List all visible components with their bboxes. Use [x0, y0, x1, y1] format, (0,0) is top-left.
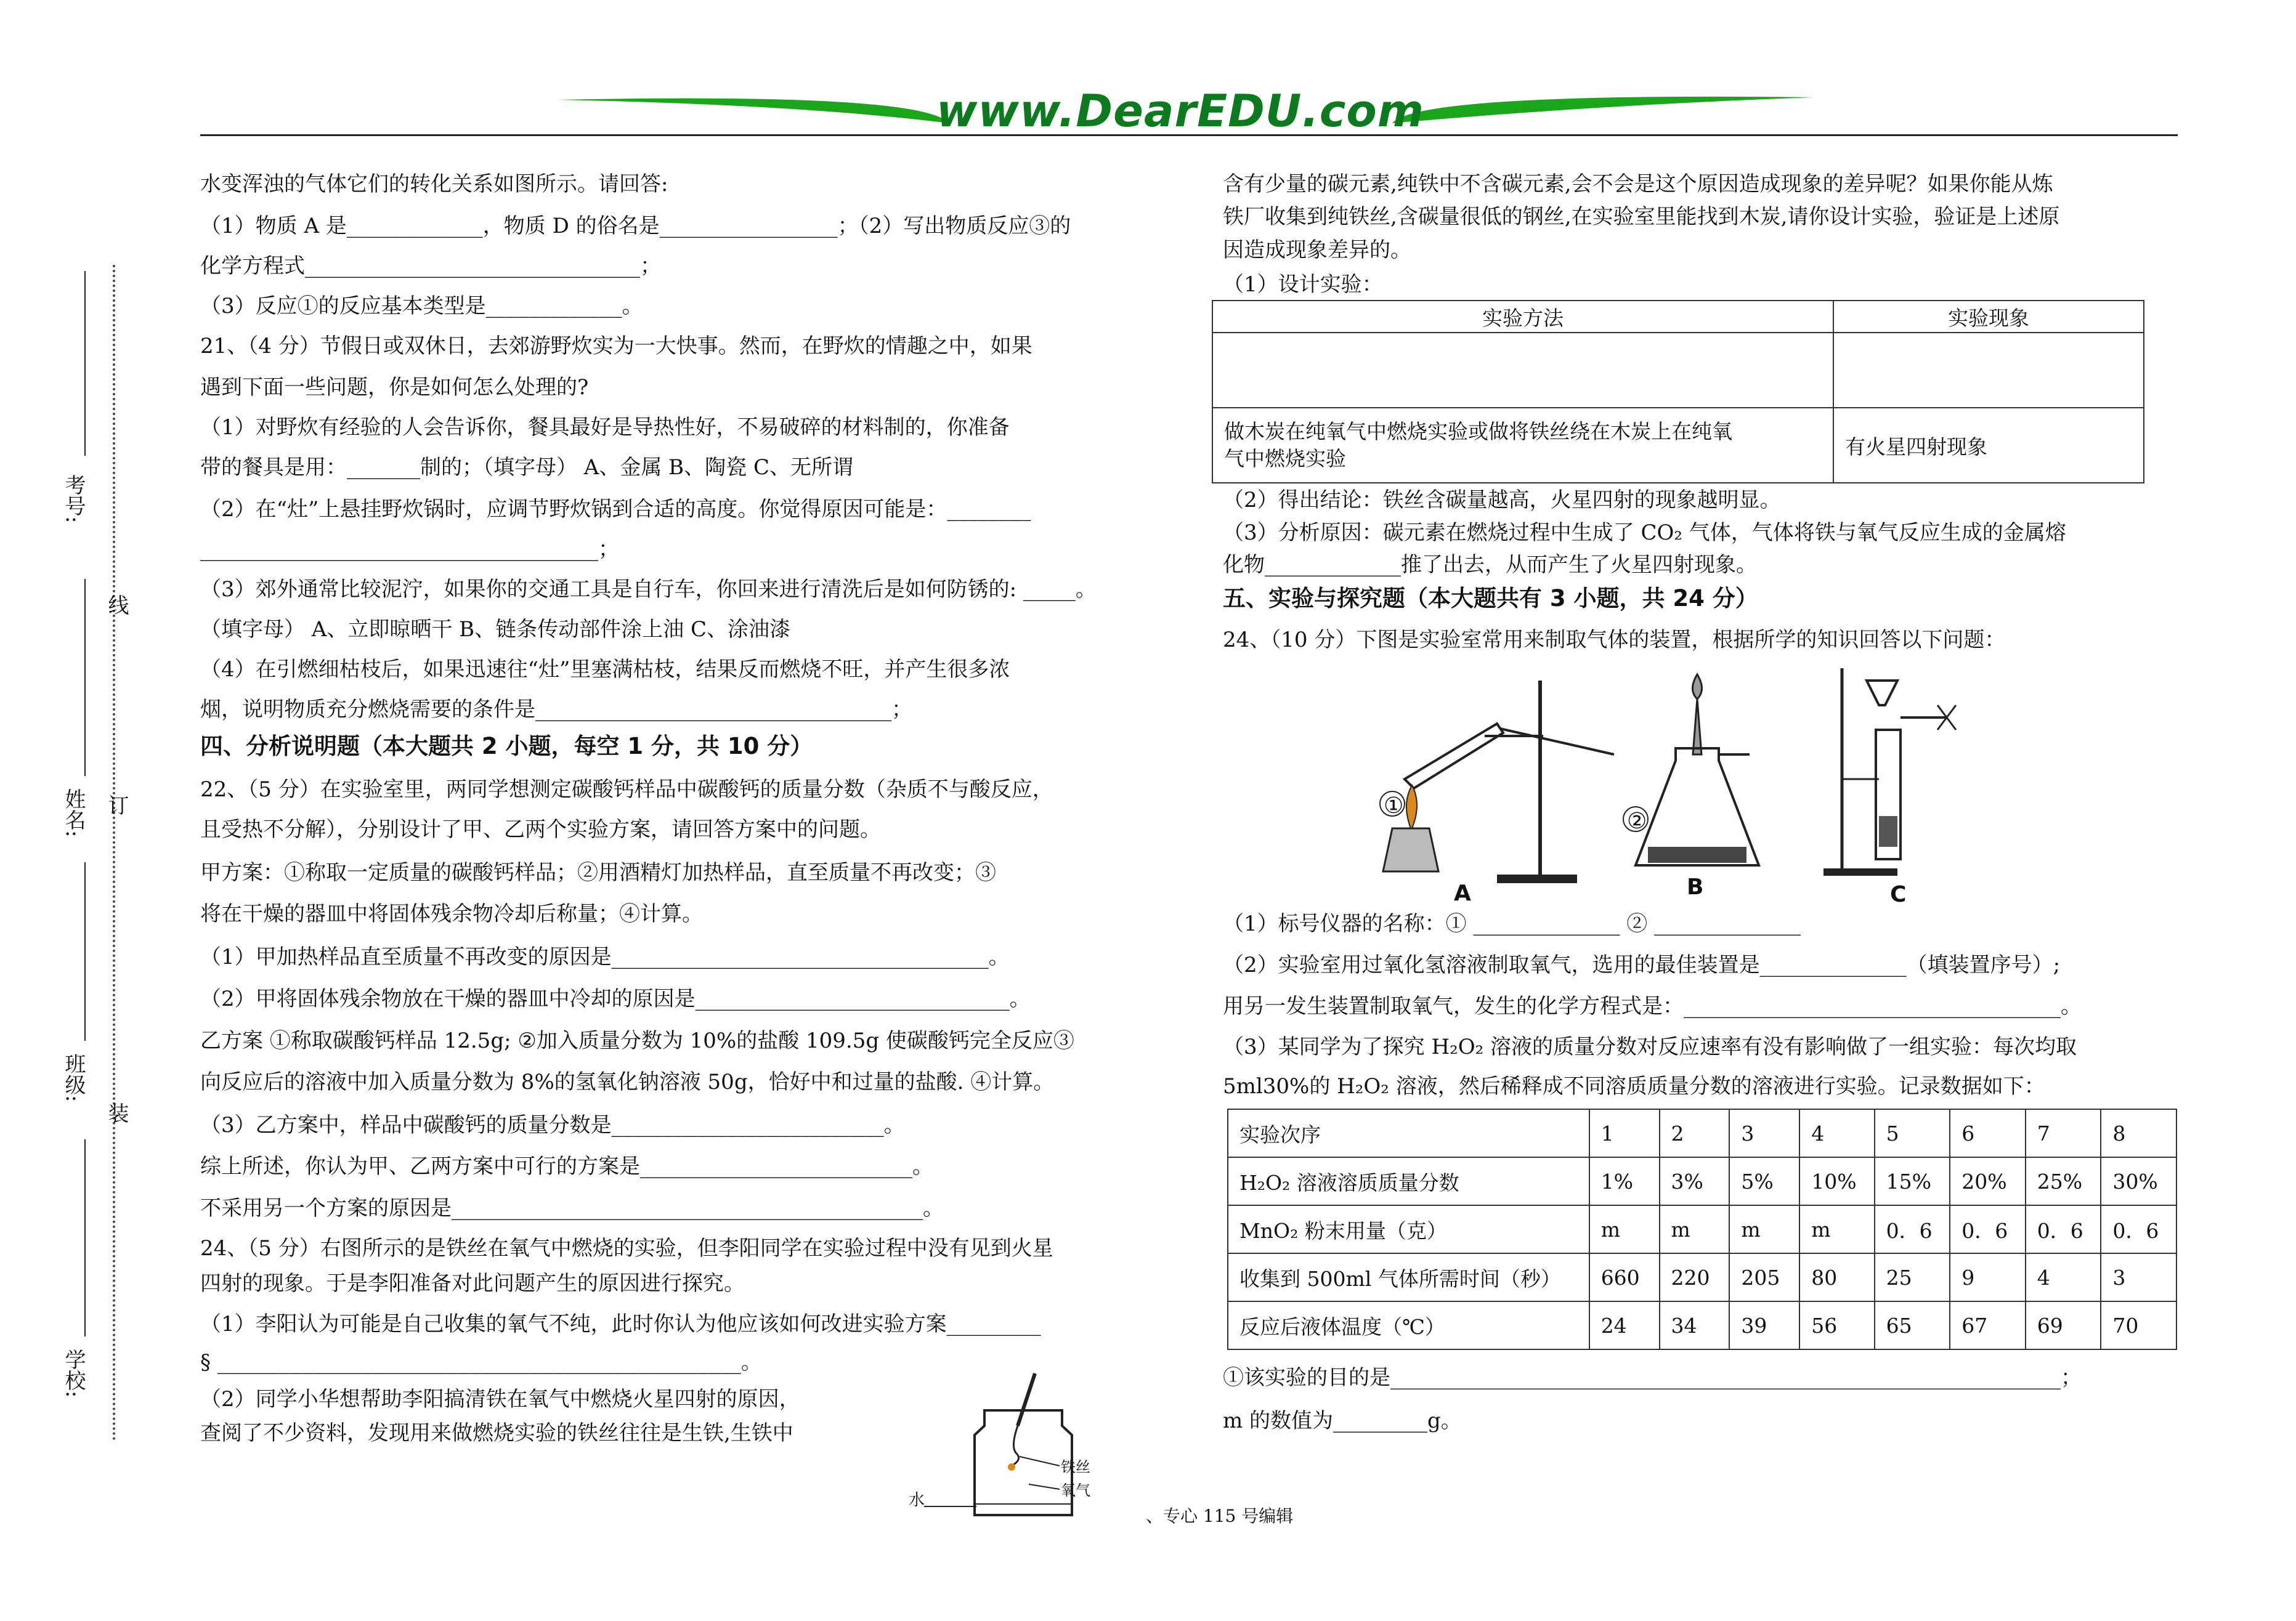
- spark: [1008, 1463, 1015, 1471]
- a-burner: [1383, 828, 1438, 871]
- label-zhuang: 装: [104, 1102, 129, 1123]
- table-row: [1228, 1205, 2176, 1253]
- value-cell: 0．6: [1875, 1205, 1950, 1253]
- header-method: 实验方法: [1212, 301, 1833, 333]
- text-line: （2）实验室用过氧化氢溶液制取氧气，选用的最佳装置是______________（填装置序号）;: [1223, 953, 2061, 977]
- value-cell: m: [1589, 1205, 1660, 1253]
- mark-2: ②: [1627, 809, 1647, 834]
- value-cell: 25: [1875, 1253, 1950, 1301]
- b-funnel: [1693, 674, 1702, 754]
- blank-banji: [84, 862, 86, 1041]
- value-cell: 24: [1589, 1301, 1660, 1349]
- label-kaohao: 考号:: [61, 474, 86, 523]
- experiment-design-table: [1212, 300, 2144, 483]
- table-row: [1228, 1253, 2176, 1301]
- value-cell: 39: [1729, 1301, 1799, 1349]
- value-cell: 0．6: [1950, 1205, 2026, 1253]
- a-test-tube: [1405, 724, 1503, 788]
- label-banji: 班级:: [61, 1053, 86, 1102]
- value-cell: 20%: [1950, 1157, 2026, 1205]
- header-rule: [200, 134, 2178, 136]
- mark-1: ①: [1384, 793, 1404, 819]
- question-24-left: 24、（5 分）右图所示的是铁丝在氧气中燃烧的实验，但李阳同学在实验过程中没有见到火星: [200, 1236, 1053, 1261]
- apparatus-b: [1623, 674, 1759, 865]
- text-line: 水变浑浊的气体它们的转化关系如图所示。请回答:: [200, 172, 668, 196]
- text-line: （1）物质 A 是_____________，物质 D 的俗名是_________________；（2）写出物质反应③的: [200, 214, 1071, 238]
- question-22: 22、（5 分）在实验室里，两同学想测定碳酸钙样品中碳酸钙的质量分数（杂质不与酸反应，: [200, 777, 1053, 802]
- value-cell: 5: [1875, 1109, 1950, 1157]
- label-xuexiao: 学校:: [61, 1349, 86, 1398]
- a-flame: [1406, 785, 1417, 828]
- value-cell: 1: [1589, 1109, 1660, 1157]
- value-cell: 2: [1660, 1109, 1730, 1157]
- apparatus-c: [1823, 668, 1956, 876]
- row-label-cell: 收集到 500ml 气体所需时间（秒）: [1228, 1253, 1589, 1301]
- table-row: [1228, 1157, 2176, 1205]
- wire-rod: [1018, 1373, 1035, 1426]
- text-line: （1）甲加热样品直至质量不再改变的原因是____________________________________。: [200, 945, 1010, 969]
- value-cell: 15%: [1875, 1157, 1950, 1205]
- text-line: ①该实验的目的是________________________________________________________________；: [1223, 1365, 2082, 1390]
- value-cell: 56: [1799, 1301, 1874, 1349]
- question-24-right: 24、（10 分）下图是实验室常用来制取气体的装置，根据所学的知识回答以下问题：: [1223, 628, 2006, 652]
- value-cell: 1%: [1589, 1157, 1660, 1205]
- method-line-2: 气中燃烧实验: [1224, 447, 1346, 471]
- text-line: （3）分析原因：碳元素在燃烧过程中生成了 CO₂ 气体，气体将铁与氧气反应生成的金属熔: [1223, 520, 2066, 545]
- blank-xingming: [84, 579, 86, 776]
- text-line: （4）在引燃细枯枝后，如果迅速往“灶”里塞满枯枝，结果反而燃烧不旺，并产生很多浓: [200, 657, 1010, 682]
- text-line: 不采用另一个方案的原因是_____________________________________________。: [200, 1196, 944, 1221]
- text-line: （1）对野炊有经验的人会告诉你，餐具最好是导热性好，不易破碎的材料制的，你准备: [200, 415, 1010, 440]
- text-line: 用另一发生装置制取氧气，发生的化学方程式是：____________________________________。: [1223, 994, 2082, 1019]
- label-yangqi: 氧气: [1061, 1482, 1090, 1499]
- text-line: （2）得出结论：铁丝含碳量越高，火星四射的现象越明显。: [1223, 488, 1781, 512]
- value-cell: 65: [1875, 1301, 1950, 1349]
- value-cell: 3: [2101, 1253, 2176, 1301]
- value-cell: 8: [2101, 1109, 2176, 1157]
- blank-result-cell: [1833, 333, 2144, 408]
- value-cell: 205: [1729, 1253, 1799, 1301]
- value-cell: 9: [1950, 1253, 2026, 1301]
- text-line: 向反应后的溶液中加入质量分数为 8%的氢氧化钠溶液 50g，恰好中和过量的盐酸. ④计算。: [200, 1070, 1055, 1094]
- bottle: [975, 1410, 1072, 1515]
- iron-wire-bottle-graphic: [906, 1367, 1109, 1527]
- text-line: 带的餐具是用：_______制的；（填字母） A、金属 B、陶瓷 C、无所谓: [200, 455, 853, 480]
- h2o2-data-table: [1227, 1109, 2177, 1350]
- value-cell: 4: [1799, 1109, 1874, 1157]
- swoosh-right: [1392, 97, 1814, 123]
- row-label-cell: H₂O₂ 溶液溶质质量分数: [1228, 1157, 1589, 1205]
- table-row: [1212, 408, 2144, 483]
- value-cell: 10%: [1799, 1157, 1874, 1205]
- text-line: （填字母） A、立即晾晒干 B、链条传动部件涂上油 C、涂油漆: [200, 617, 790, 642]
- value-cell: m: [1729, 1205, 1799, 1253]
- text-line: 甲方案：①称取一定质量的碳酸钙样品；②用酒精灯加热样品，直至质量不再改变；③: [200, 860, 996, 885]
- text-line: 化物_____________推了出去，从而产生了火星四射现象。: [1223, 552, 1757, 577]
- text-line: 5ml30%的 H₂O₂ 溶液，然后稀释成不同溶质质量分数的溶液进行实验。记录数据如下：: [1223, 1074, 2045, 1099]
- value-cell: 6: [1950, 1109, 2026, 1157]
- section-5-heading: 五、实验与探究题（本大题共有 3 小题，共 24 分）: [1223, 585, 1758, 612]
- text-line: 因造成现象差异的。: [1223, 238, 1411, 262]
- label-xian: 线: [104, 594, 129, 615]
- b-solid: [1648, 847, 1746, 863]
- table-row: [1228, 1109, 2176, 1157]
- label-tiesi: 铁丝: [1061, 1458, 1090, 1476]
- text-line: 四射的现象。于是李阳准备对此问题产生的原因进行探究。: [200, 1271, 745, 1296]
- text-line: 含有少量的碳元素,纯铁中不含碳元素,会不会是这个原因造成现象的差异呢？如果你能从炼: [1223, 172, 2053, 196]
- text-line: § __________________________________________________。: [200, 1350, 762, 1375]
- value-cell: 34: [1660, 1301, 1730, 1349]
- cut-line: [113, 265, 115, 1441]
- text-line: （1）标号仪器的名称：① ______________ ② ______________: [1223, 912, 1801, 936]
- text-line: ______________________________________；: [200, 537, 619, 562]
- value-cell: 69: [2026, 1301, 2101, 1349]
- method-cell: [1212, 408, 1833, 483]
- a-delivery-tube: [1500, 729, 1614, 754]
- result-cell: 有火星四射现象: [1833, 408, 2144, 483]
- text-line: 烟，说明物质充分燃烧需要的条件是__________________________________；: [200, 697, 912, 722]
- value-cell: m: [1799, 1205, 1874, 1253]
- blank-kaohao: [84, 271, 86, 456]
- header-result: 实验现象: [1833, 301, 2144, 333]
- tiesi-pointer: [1020, 1457, 1060, 1466]
- text-line: 将在干燥的器皿中将固体残余物冷却后称量；④计算。: [200, 902, 703, 926]
- value-cell: 7: [2026, 1109, 2101, 1157]
- text-line: 乙方案 ①称取碳酸钙样品 12.5g; ②加入质量分数为 10%的盐酸 109.5g 使碳酸钙完全反应③: [200, 1029, 1074, 1053]
- a-stand-base: [1497, 875, 1577, 883]
- text-line: （2）在“灶”上悬挂野炊锅时，应调节野炊锅到合适的高度。你觉得原因可能是：________: [200, 497, 1031, 522]
- value-cell: 25%: [2026, 1157, 2101, 1205]
- iron-coil: [1012, 1426, 1019, 1466]
- site-logo: www.DearEDU.com: [936, 85, 1424, 137]
- value-cell: 5%: [1729, 1157, 1799, 1205]
- text-line: （2）甲将固体残余物放在干燥的器皿中冷却的原因是______________________________。: [200, 987, 1031, 1011]
- table-row: [1212, 301, 2144, 333]
- row-label-cell: MnO₂ 粉末用量（克）: [1228, 1205, 1589, 1253]
- table-row: [1228, 1301, 2176, 1349]
- value-cell: 30%: [2101, 1157, 2176, 1205]
- blank-method-cell: [1212, 333, 1833, 408]
- blank-xuexiao: [84, 1139, 86, 1336]
- row-label-cell: 实验次序: [1228, 1109, 1589, 1157]
- swoosh-left: [558, 99, 949, 123]
- text-line: 综上所述，你认为甲、乙两方案中可行的方案是__________________________。: [200, 1154, 933, 1179]
- value-cell: 80: [1799, 1253, 1874, 1301]
- text-line: 铁厂收集到纯铁丝,含碳量很低的钢丝,在实验室里能找到木炭,请你设计实验，验证是上述原: [1223, 204, 2060, 229]
- value-cell: 0．6: [2101, 1205, 2176, 1253]
- text-line: 且受热不分解），分别设计了甲、乙两个实验方案，请回答方案中的问题。: [200, 817, 881, 842]
- section-4-heading: 四、分析说明题（本大题共 2 小题，每空 1 分，共 10 分）: [200, 733, 813, 759]
- text-line: （1）设计实验：: [1223, 272, 1383, 297]
- value-cell: 67: [1950, 1301, 2026, 1349]
- text-line: （2）同学小华想帮助李阳搞清铁在氧气中燃烧火星四射的原因，: [200, 1387, 800, 1412]
- label-apparatus-c: C: [1890, 882, 1907, 907]
- text-line: （3）反应①的反应基本类型是_____________。: [200, 294, 643, 318]
- text-line: （1）李阳认为可能是自己收集的氧气不纯，此时你认为他应该如何改进实验方案_________: [200, 1312, 1041, 1336]
- value-cell: m: [1660, 1205, 1730, 1253]
- row-label-cell: 反应后液体温度（℃）: [1228, 1301, 1589, 1349]
- text-line: 查阅了不少资料，发现用来做燃烧实验的铁丝往往是生铁,生铁中: [200, 1421, 793, 1445]
- text-line: 遇到下面一些问题，你是如何怎么处理的?: [200, 375, 589, 400]
- value-cell: 4: [2026, 1253, 2101, 1301]
- label-apparatus-a: A: [1454, 881, 1471, 906]
- text-line: （3）某同学为了探究 H₂O₂ 溶液的质量分数对反应速率有没有影响做了一组实验：每次均取: [1223, 1035, 2077, 1059]
- text-line: m 的数值为_________g。: [1223, 1409, 1462, 1433]
- value-cell: 220: [1660, 1253, 1730, 1301]
- text-line: （3）郊外通常比较泥泞，如果你的交通工具是自行车，你回来进行清洗后是如何防锈的: _____。: [200, 577, 1097, 602]
- value-cell: 660: [1589, 1253, 1660, 1301]
- text-line: 化学方程式________________________________；: [200, 254, 661, 278]
- value-cell: 70: [2101, 1301, 2176, 1349]
- footer-note: 、专心 115 号编辑: [1146, 1506, 1294, 1526]
- label-ding: 订: [104, 794, 129, 815]
- label-apparatus-b: B: [1687, 875, 1704, 900]
- label-xingming: 姓名:: [61, 788, 86, 838]
- c-stand-base: [1823, 868, 1897, 876]
- yangqi-pointer: [1029, 1484, 1060, 1489]
- c-funnel: [1867, 681, 1897, 705]
- apparatus-graphic: [1355, 662, 1971, 915]
- value-cell: 3: [1729, 1109, 1799, 1157]
- table-row: [1212, 333, 2144, 408]
- apparatus-a: [1380, 681, 1614, 883]
- method-line-1: 做木炭在纯氧气中燃烧实验或做将铁丝绕在木炭上在纯氧: [1224, 419, 1732, 443]
- value-cell: 0．6: [2026, 1205, 2101, 1253]
- label-water: 水: [909, 1491, 925, 1510]
- text-line: （3）乙方案中，样品中碳酸钙的质量分数是__________________________。: [200, 1113, 905, 1138]
- question-21: 21、（4 分）节假日或双休日，去郊游野炊实为一大快事。然而，在野炊的情趣之中，如果: [200, 334, 1032, 358]
- value-cell: 3%: [1660, 1157, 1730, 1205]
- c-solid: [1879, 816, 1897, 847]
